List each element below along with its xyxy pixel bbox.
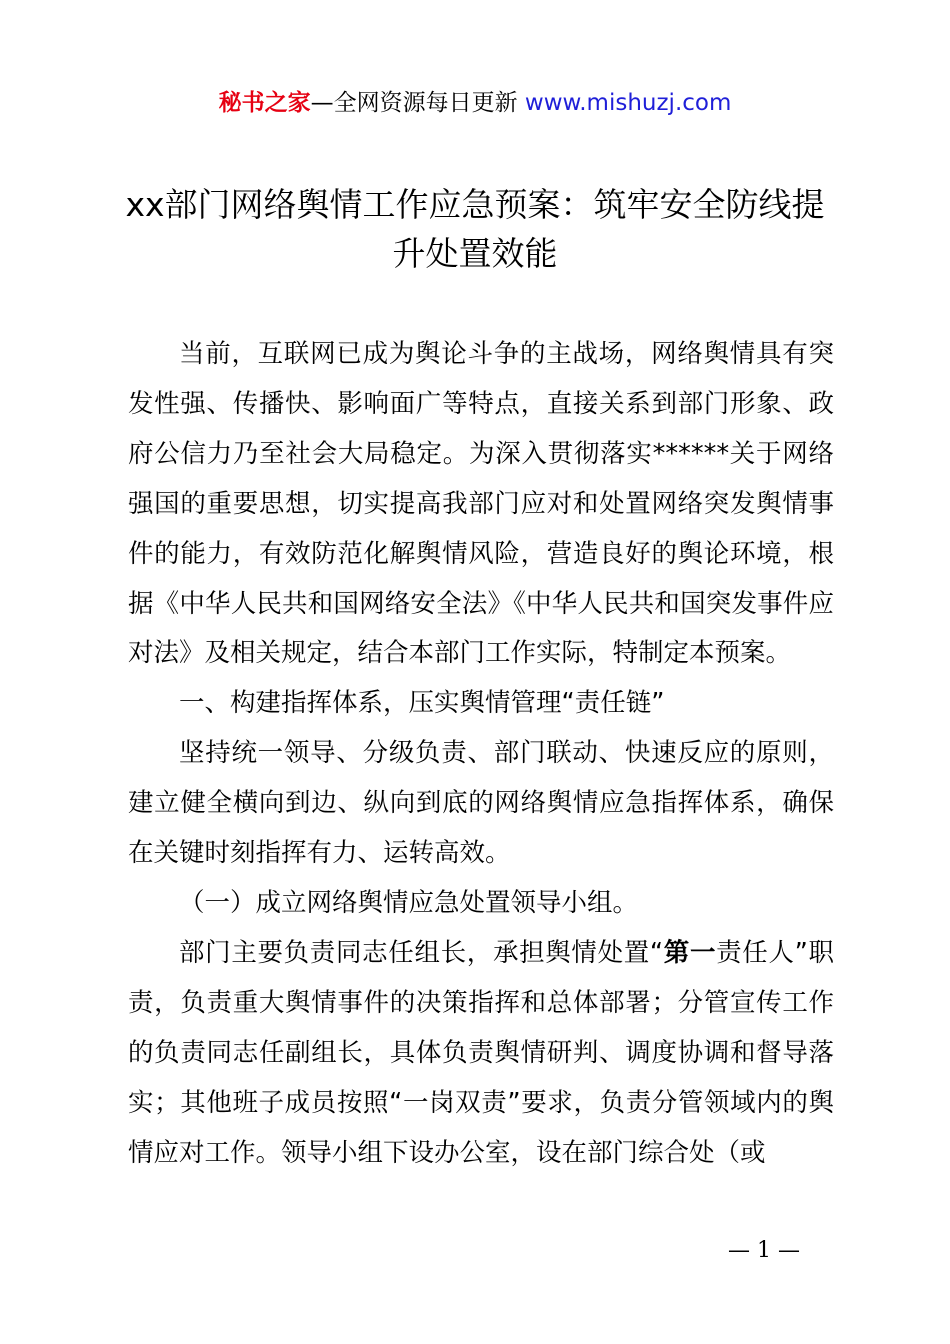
subsection-1-heading: （一）成立网络舆情应急处置领导小组。 [179,887,639,918]
subsection-1-text-part2: 责任人”职责，负责重大舆情事件的决策指挥和总体部署；分管宣传工作的负责同志任副组长，具体负责舆情研判、调度协调和督导落实；其他班子成员按照“一岗双责”要求，负责分管领域内的舆情应对工作。领导小组下设办公室，设在部门综合处（或 [128,937,834,1168]
subsection-1-paragraph [128,929,834,1179]
subsection-1-text-part1: 部门主要负责同志任组长，承担舆情处置“ [179,937,664,968]
page-number: — 1 — [728,1238,800,1263]
subsection-1-bold-text: 第一 [663,937,717,968]
site-url-link[interactable]: www.mishuzj.com [524,90,732,116]
document-title: xx部门网络舆情工作应急预案：筑牢安全防线提升处置效能 [125,185,825,273]
intro-paragraph: 当前，互联网已成为舆论斗争的主战场，网络舆情具有突发性强、传播快、影响面广等特点，直接关系到部门形象、政府公信力乃至社会大局稳定。为深入贯彻落实******关于网络强国的重要思想，切实提高我部门应对和处置网络突发舆情事件的能力，有效防范化解舆情风险，营造良好的舆论环境，根据《中华人民共和国网络安全法》《中华人民共和国突发事件应对法》及相关规定，结合本部门工作实际，特制定本预案。 [128,339,834,669]
site-header [0,86,950,120]
document-body [128,330,834,1178]
section-1-paragraph: 坚持统一领导、分级负责、部门联动、快速反应的原则，建立健全横向到边、纵向到底的网络舆情应急指挥体系，确保在关键时刻指挥有力、运转高效。 [128,738,834,869]
site-tagline: —全网资源每日更新 [310,90,518,116]
section-1-heading: 一、构建指挥体系，压实舆情管理“责任链” [179,688,665,719]
site-brand: 秘书之家 [218,90,311,116]
